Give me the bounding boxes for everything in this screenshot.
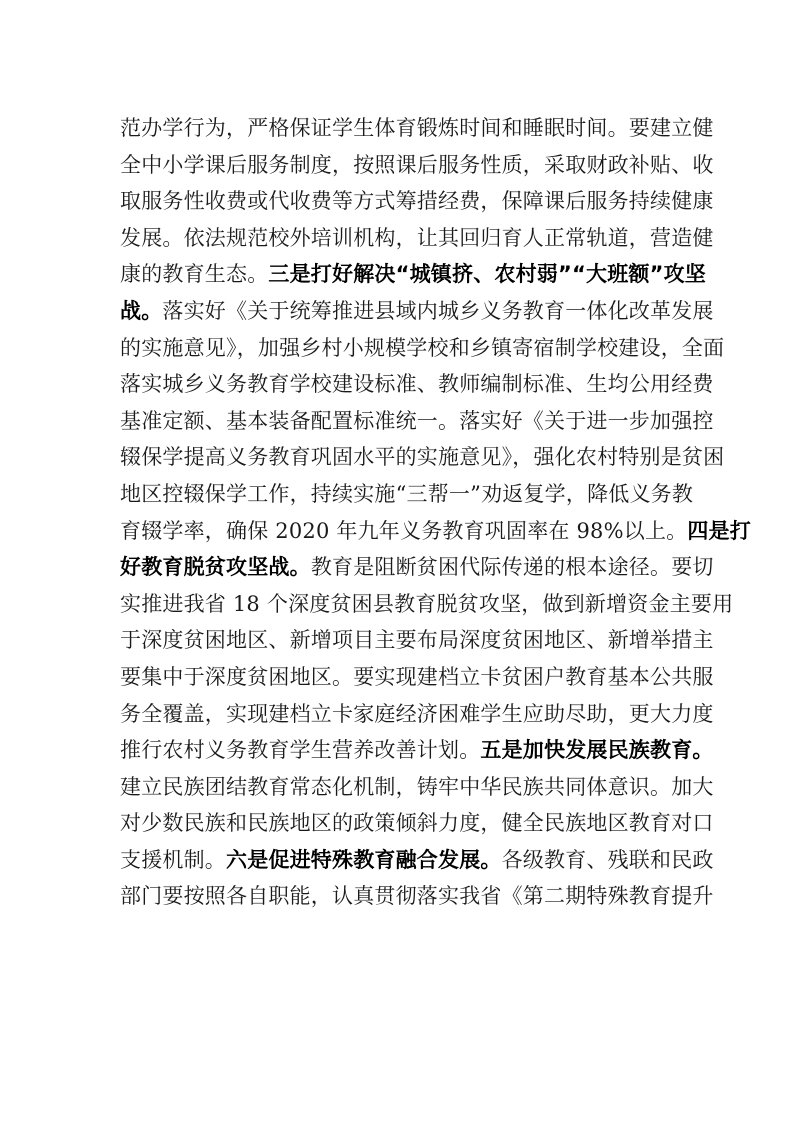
- text-line: [120, 513, 751, 550]
- text-run: 地区控辍保学工作，持续实施“三帮一”劝返复学，降低义务教: [120, 481, 694, 506]
- text-line: [120, 183, 714, 220]
- text-run: 全中小学课后服务制度，按照课后服务性质，采取财政补贴、收: [120, 152, 714, 177]
- text-line: [120, 622, 714, 659]
- text-run: 教育是阻断贫困代际传递的根本途径。要切: [310, 555, 714, 580]
- text-line: [120, 439, 725, 476]
- text-line: [120, 696, 714, 733]
- text-run: 范办学行为，严格保证学生体育锻炼时间和睡眠时间。要建立健: [120, 116, 714, 140]
- bold-heading-run: 好教育脱贫攻坚战。: [120, 555, 311, 580]
- text-run: 于深度贫困地区、新增项目主要布局深度贫困地区、新增举措主: [120, 628, 714, 653]
- bold-heading-run: 五是加快发展民族教育。: [480, 738, 714, 763]
- text-line: [120, 256, 707, 293]
- text-line: [120, 586, 734, 623]
- text-run: 发展。依法规范校外培训机构，让其回归育人正常轨道，营造健: [120, 225, 714, 250]
- text-line: [120, 293, 714, 330]
- text-run: 的实施意见》，加强乡村小规模学校和乡镇寄宿制学校建设，全面: [120, 335, 725, 360]
- text-line: [120, 110, 714, 147]
- text-run: 部门要按照各自职能，认真贯彻落实我省《第二期特殊教育提升: [120, 884, 714, 909]
- text-line: [120, 769, 714, 806]
- text-run: 建立民族团结教育常态化机制，铸牢中华民族共同体意识。加大: [120, 774, 714, 799]
- text-line: [120, 659, 714, 696]
- text-run: 落实城乡义务教育学校建设标准、教师编制标准、生均公用经费: [120, 372, 714, 397]
- text-line: [120, 220, 714, 257]
- text-run: 辍保学提高义务教育巩固水平的实施意见》，强化农村特别是贫困: [120, 445, 725, 470]
- bold-heading-run: 六是促进特殊教育融合发展。: [226, 847, 502, 872]
- bold-heading-run: 三是打好解决“城镇挤、农村弱”“大班额”攻坚: [268, 262, 707, 287]
- text-line: [120, 878, 714, 915]
- text-run: 基准定额、基本装备配置标准统一。落实好《关于进一步加强控: [120, 408, 714, 433]
- text-line: [120, 366, 714, 403]
- text-run: 实推进我省 18 个深度贫困县教育脱贫攻坚，做到新增资金主要用: [120, 591, 734, 616]
- text-run: 落实好《关于统筹推进县域内城乡义务教育一体化改革发展: [162, 298, 714, 323]
- body-text: [120, 110, 751, 915]
- text-line: [120, 805, 714, 842]
- text-run: 推行农村义务教育学生营养改善计划。: [120, 738, 481, 763]
- text-run: 各级教育、残联和民政: [501, 847, 714, 872]
- text-line: [120, 549, 714, 586]
- text-run: 取服务性收费或代收费等方式筹措经费，保障课后服务持续健康: [120, 189, 714, 214]
- text-run: 要集中于深度贫困地区。要实现建档立卡贫困户教育基本公共服: [120, 664, 714, 689]
- bold-heading-run: 战。: [120, 298, 163, 323]
- text-line: [120, 147, 714, 184]
- text-line: [120, 330, 725, 367]
- bold-heading-run: 四是打: [687, 518, 751, 543]
- text-line: [120, 403, 714, 440]
- text-run: 支援机制。: [120, 847, 226, 872]
- text-run: 对少数民族和民族地区的政策倾斜力度，健全民族地区教育对口: [120, 811, 714, 836]
- text-run: 育辍学率，确保 2020 年九年义务教育巩固率在 98%以上。: [120, 518, 688, 543]
- text-run: 务全覆盖，实现建档立卡家庭经济困难学生应助尽助，更大力度: [120, 701, 714, 726]
- text-line: [120, 842, 714, 879]
- text-run: 康的教育生态。: [120, 262, 269, 287]
- text-line: [120, 732, 714, 769]
- text-line: [120, 476, 694, 513]
